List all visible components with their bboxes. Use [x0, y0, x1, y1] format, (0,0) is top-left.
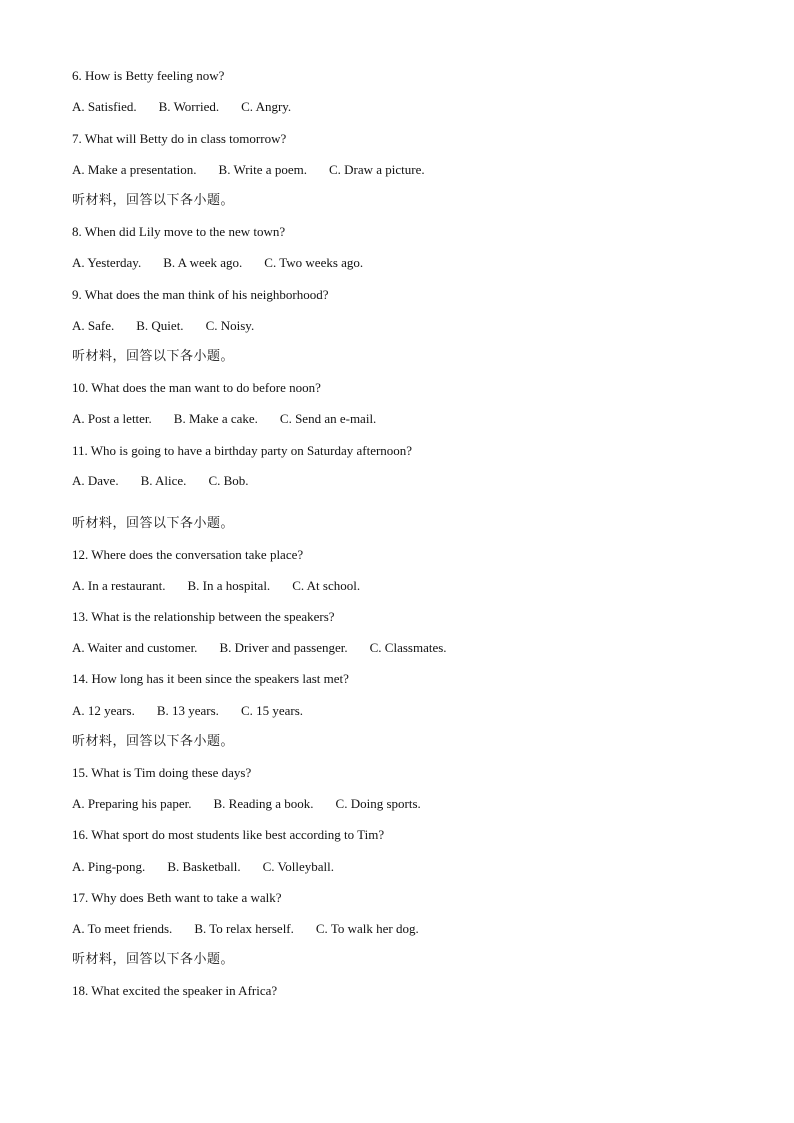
- option-b: B. Worried.: [158, 99, 220, 114]
- option-b: B. Quiet.: [136, 318, 184, 333]
- option-a: A. Satisfied.: [72, 99, 137, 114]
- options-8: [72, 255, 363, 271]
- option-b: B. Driver and passenger.: [219, 640, 348, 655]
- option-a: A. 12 years.: [72, 703, 135, 718]
- option-b: B. A week ago.: [163, 255, 243, 270]
- options-17: [72, 921, 419, 937]
- option-b: B. Write a poem.: [218, 162, 307, 177]
- option-a: A. To meet friends.: [72, 921, 173, 936]
- option-a: A. Safe.: [72, 318, 115, 333]
- question-8: 8. When did Lily move to the new town?: [72, 224, 286, 239]
- options-12: [72, 578, 360, 594]
- option-c: C. Noisy.: [205, 318, 255, 333]
- option-c: C. 15 years.: [240, 703, 304, 718]
- option-b: B. Alice.: [140, 473, 187, 488]
- option-c: C. Angry.: [241, 99, 292, 114]
- option-c: C. To walk her dog.: [315, 921, 419, 936]
- option-b: B. Basketball.: [167, 859, 241, 874]
- option-a: A. Preparing his paper.: [72, 796, 192, 811]
- question-15: 15. What is Tim doing these days?: [72, 765, 252, 780]
- option-a: A. Post a letter.: [72, 411, 152, 426]
- option-a: A. Ping-pong.: [72, 859, 146, 874]
- option-c: C. Two weeks ago.: [264, 255, 364, 270]
- options-14: [72, 703, 303, 719]
- question-18: 18. What excited the speaker in Africa?: [72, 983, 278, 998]
- option-b: B. Reading a book.: [213, 796, 314, 811]
- option-c: C. Volleyball.: [262, 859, 334, 874]
- options-11: [72, 473, 249, 489]
- section-instruction: 听材料，回答以下各小题。: [72, 952, 235, 967]
- question-17: 17. Why does Beth want to take a walk?: [72, 890, 282, 905]
- option-c: C. Doing sports.: [335, 796, 421, 811]
- option-a: A. Yesterday.: [72, 255, 142, 270]
- question-7: 7. What will Betty do in class tomorrow?: [72, 131, 287, 146]
- option-c: C. Bob.: [208, 473, 249, 488]
- question-13: 13. What is the relationship between the speakers?: [72, 609, 335, 624]
- option-a: A. In a restaurant.: [72, 578, 166, 593]
- options-7: [72, 162, 425, 178]
- question-6: 6. How is Betty feeling now?: [72, 68, 225, 83]
- section-instruction: 听材料，回答以下各小题。: [72, 193, 235, 208]
- option-c: C. Send an e-mail.: [279, 411, 377, 426]
- option-c: C. Classmates.: [369, 640, 447, 655]
- options-13: [72, 640, 447, 656]
- section-instruction: 听材料，回答以下各小题。: [72, 516, 235, 531]
- option-a: A. Dave.: [72, 473, 119, 488]
- option-c: C. Draw a picture.: [328, 162, 425, 177]
- section-instruction: 听材料，回答以下各小题。: [72, 349, 235, 364]
- option-b: B. Make a cake.: [173, 411, 258, 426]
- options-6: [72, 99, 291, 115]
- question-9: 9. What does the man think of his neighborhood?: [72, 287, 329, 302]
- option-b: B. In a hospital.: [187, 578, 271, 593]
- question-12: 12. Where does the conversation take place?: [72, 547, 304, 562]
- question-10: 10. What does the man want to do before noon?: [72, 380, 321, 395]
- options-10: [72, 411, 376, 427]
- option-a: A. Waiter and customer.: [72, 640, 198, 655]
- question-11: 11. Who is going to have a birthday party on Saturday afternoon?: [72, 443, 413, 458]
- question-16: 16. What sport do most students like best according to Tim?: [72, 827, 385, 842]
- option-a: A. Make a presentation.: [72, 162, 197, 177]
- options-9: [72, 318, 254, 334]
- options-15: [72, 796, 421, 812]
- option-b: B. 13 years.: [156, 703, 219, 718]
- options-16: [72, 859, 334, 875]
- option-c: C. At school.: [292, 578, 361, 593]
- section-instruction: 听材料，回答以下各小题。: [72, 734, 235, 749]
- option-b: B. To relax herself.: [194, 921, 294, 936]
- question-14: 14. How long has it been since the speakers last met?: [72, 671, 349, 686]
